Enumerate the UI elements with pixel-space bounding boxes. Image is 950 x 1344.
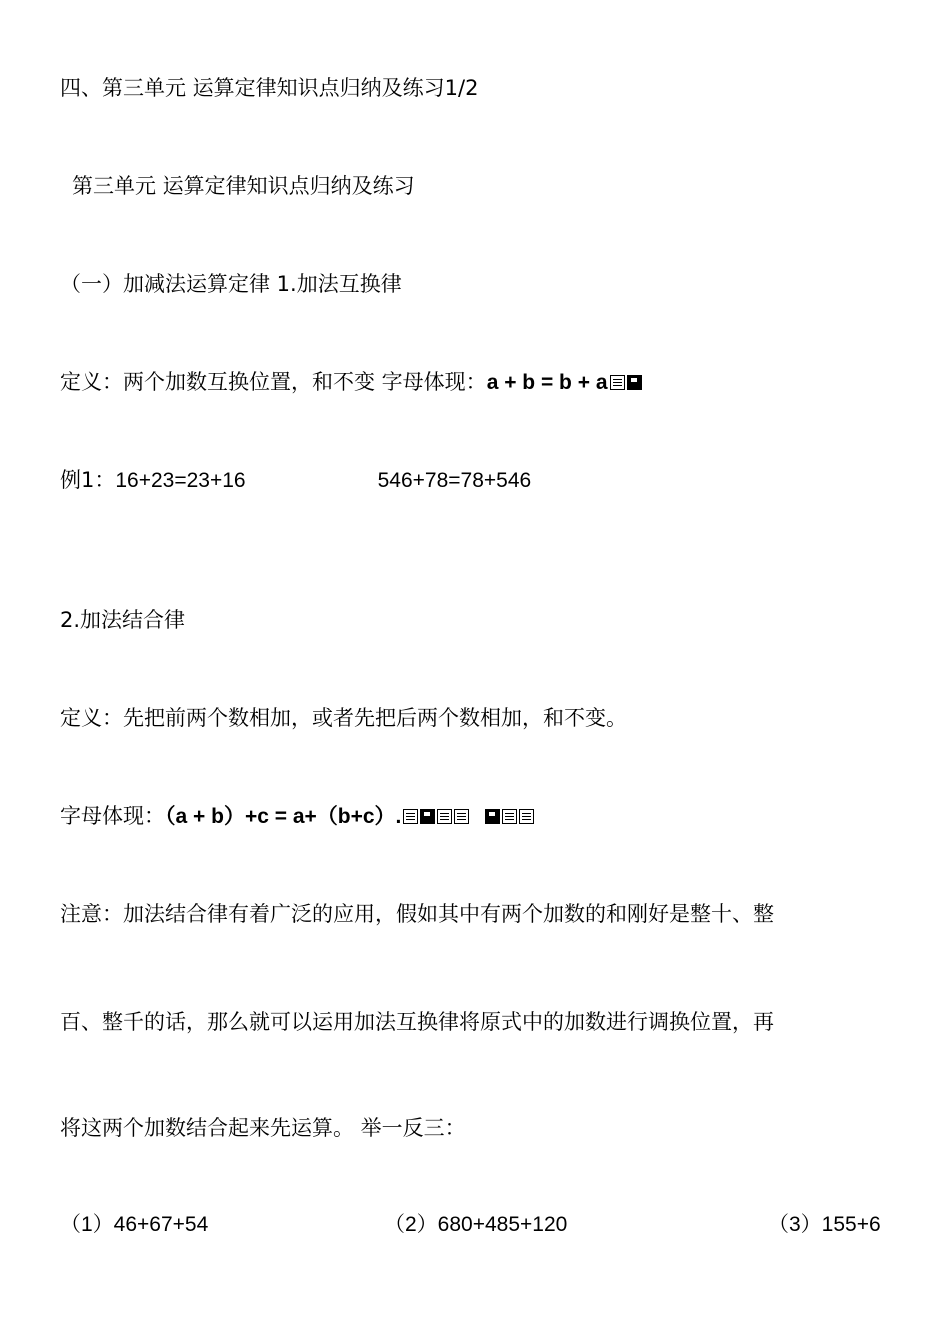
example1-line (60, 466, 531, 495)
example1-a: 16+23=23+16 (115, 469, 246, 492)
exercise-1-text: （1）46+67+54 (60, 1213, 209, 1236)
missing-glyph-icon (454, 809, 469, 824)
missing-glyph-icon (437, 809, 452, 824)
definition1-formula: a + b = b + a (486, 371, 608, 394)
note-text-3: 将这两个加数结合起来先运算。 举一反三： (60, 1116, 466, 1140)
note-text-2: 百、整千的话，那么就可以运用加法互换律将原式中的加数进行调换位置，再 (60, 1010, 774, 1034)
note-line-1 (60, 900, 774, 928)
definition2-line (60, 704, 627, 732)
subtitle-text: 第三单元 运算定律知识点归纳及练习 (72, 174, 415, 198)
definition1-label: 定义：两个加数互换位置，和不变 字母体现： (60, 370, 487, 394)
section2-heading-text: 2.加法结合律 (60, 608, 186, 632)
missing-glyph-icon (420, 809, 435, 824)
missing-glyph-icon (627, 375, 642, 390)
letter-form-line (60, 802, 534, 831)
missing-glyph-icon (519, 809, 534, 824)
exercise-1 (60, 1210, 208, 1239)
subtitle-line (72, 172, 415, 200)
letter-form-dot: . (395, 805, 402, 828)
exercise-3 (768, 1210, 881, 1239)
missing-glyph-icon (403, 809, 418, 824)
section2-heading (60, 606, 185, 634)
missing-glyph-icon (610, 375, 625, 390)
letter-form-formula: （a + b）+c = a+（b+c） (165, 805, 396, 828)
missing-glyph-icon (502, 809, 517, 824)
exercise-3-text: （3）155+6 (768, 1213, 881, 1236)
title-text: 四、第三单元 运算定律知识点归纳及练习1/2 (60, 76, 479, 100)
definition2-text: 定义：先把前两个数相加，或者先把后两个数相加，和不变。 (60, 706, 627, 730)
example1-label: 例1： (60, 468, 116, 492)
title-line (60, 74, 478, 102)
section1-heading-text: （一）加减法运算定律 1.加法互换律 (60, 272, 402, 296)
exercise-2-text: （2）680+485+120 (384, 1213, 568, 1236)
missing-glyph-icon (485, 809, 500, 824)
exercise-2 (384, 1210, 567, 1239)
note-line-3 (60, 1114, 466, 1142)
note-text-1: 注意：加法结合律有着广泛的应用，假如其中有两个加数的和刚好是整十、整 (60, 902, 774, 926)
letter-form-label: 字母体现： (60, 804, 165, 828)
note-line-2 (60, 1008, 774, 1036)
section1-heading (60, 270, 402, 298)
definition1-line (60, 368, 642, 397)
example1-b: 546+78=78+546 (377, 469, 532, 492)
